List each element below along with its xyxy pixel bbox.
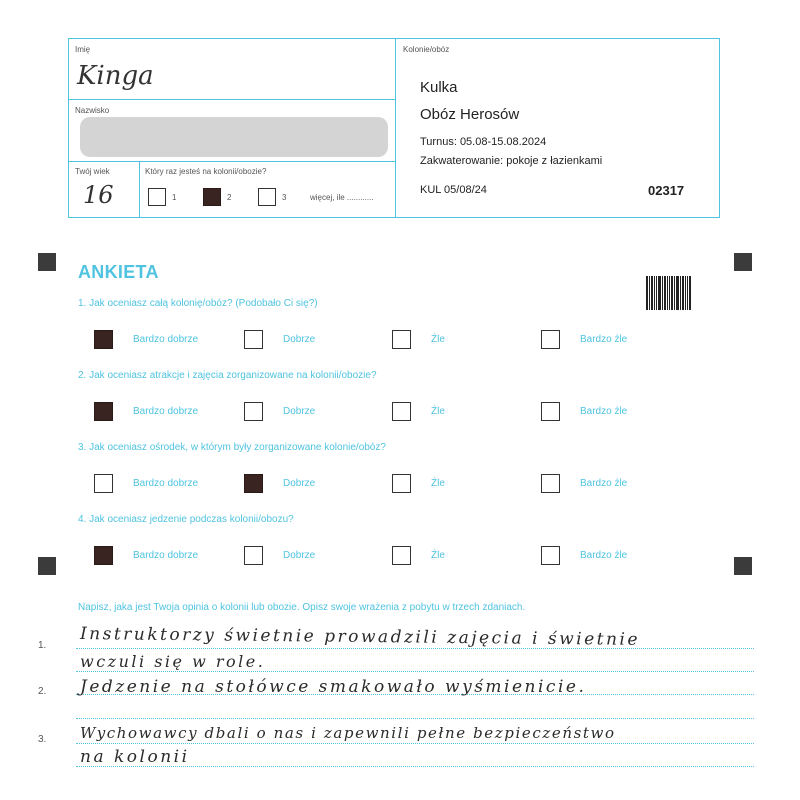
handwritten-line: wczuli się w role. (80, 652, 266, 671)
writing-line (76, 671, 754, 672)
rating-checkbox[interactable] (94, 330, 113, 349)
rating-option-label: Bardzo dobrze (133, 334, 199, 345)
line-number: 1. (38, 640, 47, 651)
camp-subtitle: Obóz Herosów (420, 106, 520, 123)
handwritten-line: na kolonii (80, 747, 190, 767)
rating-checkbox[interactable] (392, 402, 411, 421)
handwritten-line: Wychowawcy dbali o nas i zapewnili pełne bezpieczeństwo (80, 724, 616, 742)
rating-option-label: Źle (431, 334, 445, 345)
rating-checkbox[interactable] (244, 402, 263, 421)
writing-line (76, 718, 754, 719)
handwritten-line: Jedzenie na stołówce smakowało wyśmienicie. (80, 677, 587, 697)
camp-name: Kulka (420, 79, 458, 96)
rating-checkbox[interactable] (244, 474, 263, 493)
rating-option-label: Bardzo dobrze (133, 406, 199, 417)
rating-checkbox[interactable] (94, 474, 113, 493)
rating-checkbox[interactable] (541, 546, 560, 565)
rating-checkbox[interactable] (94, 402, 113, 421)
writing-line (76, 648, 754, 649)
rating-option-label: Dobrze (283, 406, 316, 417)
rating-option-label: Bardzo źle (580, 550, 628, 561)
question-text: 1. Jak oceniasz całą kolonię/obóz? (Podobało Ci się?) (78, 298, 318, 309)
raz-option-label: 2 (227, 193, 232, 202)
divider (69, 99, 395, 100)
redacted-surname (80, 117, 388, 157)
divider (395, 39, 396, 217)
zakwaterowanie: Zakwaterowanie: pokoje z łazienkami (420, 155, 603, 167)
imie-value: Kinga (77, 61, 154, 91)
wiecej-label: więcej, ile ............ (310, 193, 374, 202)
turnus: Turnus: 05.08-15.08.2024 (420, 136, 547, 148)
raz-checkbox-3[interactable] (258, 188, 276, 206)
rating-checkbox[interactable] (392, 546, 411, 565)
rating-option-label: Dobrze (283, 478, 316, 489)
rating-option-label: Bardzo dobrze (133, 478, 199, 489)
question-text: 3. Jak oceniasz ośrodek, w którym były zorganizowane kolonie/obóz? (78, 442, 386, 453)
rating-option-label: Źle (431, 550, 445, 561)
rating-option-label: Bardzo źle (580, 406, 628, 417)
rating-option-label: Bardzo dobrze (133, 550, 199, 561)
question-text: 4. Jak oceniasz jedzenie podczas kolonii/obozu? (78, 514, 294, 525)
rating-option-label: Bardzo źle (580, 478, 628, 489)
handwritten-line: Instruktorzy świetnie prowadzili zajęcia i świetnie (79, 624, 641, 650)
rating-checkbox[interactable] (244, 330, 263, 349)
registration-marker (38, 557, 56, 575)
line-number: 2. (38, 686, 47, 697)
registration-marker (734, 253, 752, 271)
raz-checkbox-2[interactable] (203, 188, 221, 206)
rating-option-label: Dobrze (283, 334, 316, 345)
ktory-raz-label: Który raz jesteś na kolonii/obozie? (145, 167, 267, 176)
raz-option-label: 3 (282, 193, 287, 202)
rating-checkbox[interactable] (541, 330, 560, 349)
registration-marker (734, 557, 752, 575)
rating-checkbox[interactable] (541, 402, 560, 421)
code-right: 02317 (648, 183, 685, 198)
divider (69, 161, 395, 162)
rating-checkbox[interactable] (244, 546, 263, 565)
rating-checkbox[interactable] (392, 330, 411, 349)
raz-option-label: 1 (172, 193, 177, 202)
survey-title: ANKIETA (78, 262, 159, 282)
rating-checkbox[interactable] (541, 474, 560, 493)
rating-checkbox[interactable] (94, 546, 113, 565)
kolonie-label: Kolonie/obóz (403, 45, 450, 54)
wiek-label: Twój wiek (75, 167, 110, 176)
raz-checkbox-1[interactable] (148, 188, 166, 206)
registration-marker (38, 253, 56, 271)
writing-line (76, 743, 754, 744)
rating-checkbox[interactable] (392, 474, 411, 493)
opinion-instruction: Napisz, jaka jest Twoja opinia o kolonii lub obozie. Opisz swoje wrażenia z pobytu w trzech zdaniach. (78, 602, 526, 613)
code-left: KUL 05/08/24 (420, 184, 487, 196)
line-number: 3. (38, 734, 47, 745)
divider (139, 161, 140, 217)
rating-option-label: Źle (431, 478, 445, 489)
wiek-value: 16 (83, 181, 114, 209)
imie-label: Imię (75, 45, 91, 54)
rating-option-label: Dobrze (283, 550, 316, 561)
barcode-icon (646, 276, 700, 310)
nazwisko-label: Nazwisko (75, 106, 110, 115)
rating-option-label: Źle (431, 406, 445, 417)
rating-option-label: Bardzo źle (580, 334, 628, 345)
question-text: 2. Jak oceniasz atrakcje i zajęcia zorganizowane na kolonii/obozie? (78, 370, 377, 381)
